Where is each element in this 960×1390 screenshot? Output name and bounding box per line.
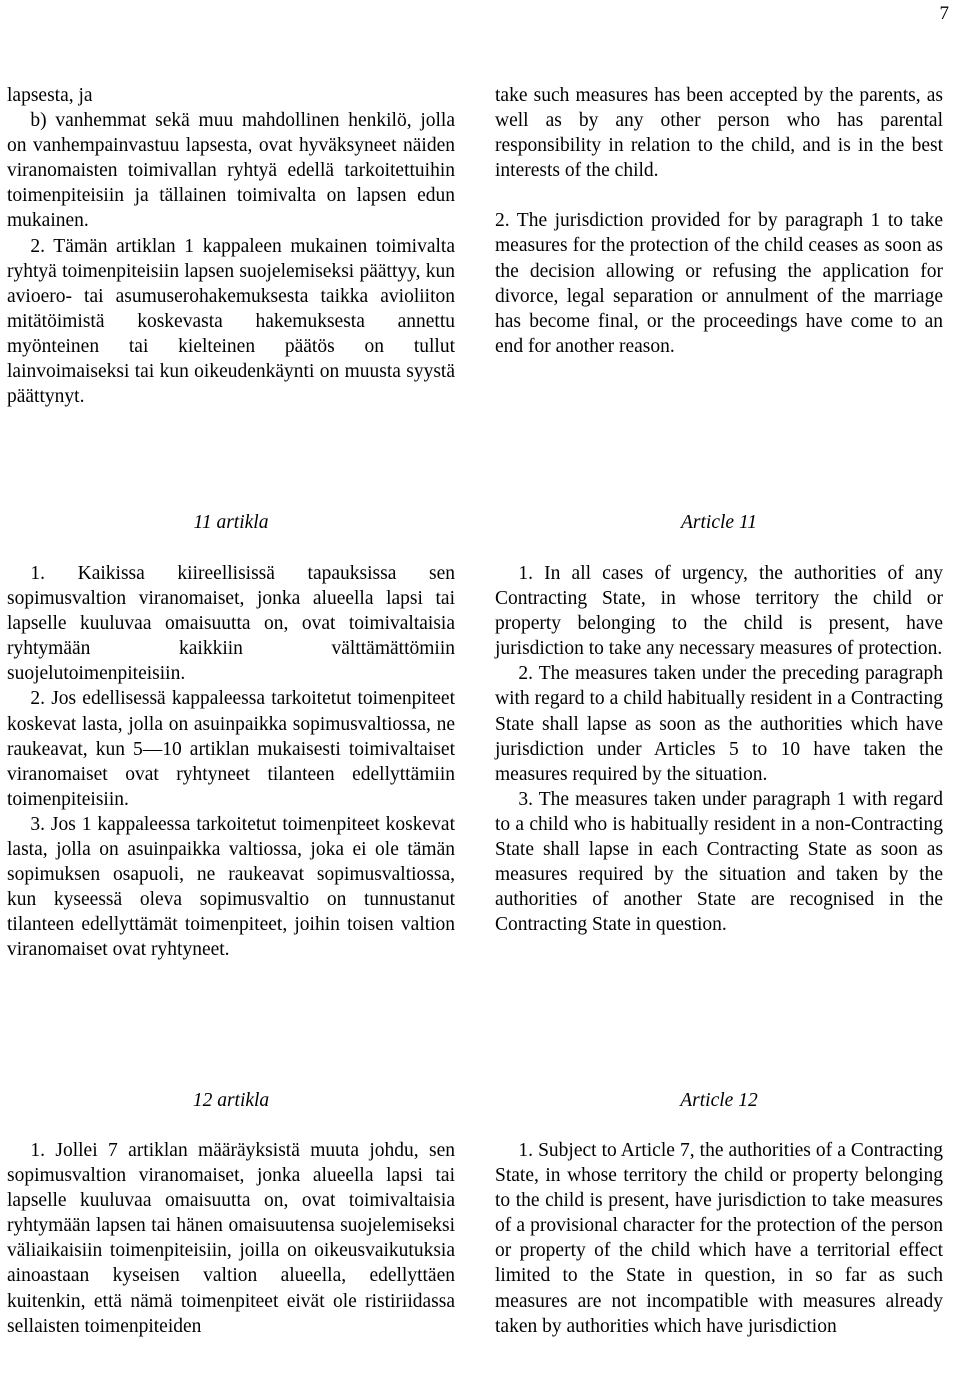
paragraph: 3. Jos 1 kappaleessa tarkoitetut toimenpiteet koskevat lasta, jolla on asuinpaikka valtiossa, joka ei ole tämän sopimuksen osapuoli, ne raukeavat sopimusvaltiossa, kun kyseessä oleva sopimusvaltio on tunnustanut tilanteen edellyttämät toimenpiteet, joihin toisen valtion viranomaiset ovat ryhtyneet. [7, 813, 455, 961]
article12-body-en [495, 1138, 943, 1339]
paragraph: 1. Subject to Article 7, the authorities of a Contracting State, in whose territory the child or property belonging to the child is present, have jurisdiction to take measures of a provisional character for the protection of the person or property of the child which have a territorial effect limited to the State in question, in so far as such measures are not incompatible with measures already taken by authorities which have jurisdiction [495, 1140, 943, 1337]
paragraph: 2. Tämän artiklan 1 kappaleen mukainen toimivalta ryhtyä toimenpiteisiin lapsen suojelemiseksi päättyy, kun avioero- tai asumuserohakemuksesta taikka avioliiton mitätöimistä koskevasta hakemuksesta annettu myönteinen tai kielteinen päätös on tullut lainvoimaiseksi tai kun oikeudenkäynti on muusta syystä päättynyt. [7, 235, 455, 408]
paragraph: 3. The measures taken under paragraph 1 with regard to a child who is habitually resident in a non-Contracting State shall lapse in each Contracting State as soon as measures required by the situation and taken by the authorities of another State are recognised in the Contracting State in question. [495, 788, 943, 936]
paragraph: lapsesta, ja [7, 85, 93, 106]
article12-heading-fi: 12 artikla [192, 1090, 270, 1111]
paragraph: 1. In all cases of urgency, the authorities of any Contracting State, in whose territory the child or property belonging to the child is present, have jurisdiction to take any necessary measures of protection. [495, 563, 943, 660]
article11-heading-fi: 11 artikla [193, 512, 269, 533]
article11-body-en [495, 561, 943, 937]
paragraph: 2. The measures taken under the preceding paragraph with regard to a child habitually resident in a Contracting State shall lapse as soon as the authorities which have jurisdiction under Articles 5 to 10 have taken the measures required by the situation. [495, 663, 943, 785]
article10-continuation-fi [7, 83, 455, 409]
paragraph: take such measures has been accepted by the parents, as well as by any other person who has parental responsibility in relation to the child, and is in the best interests of the child. [495, 85, 943, 182]
article11-heading-en: Article 11 [681, 512, 757, 533]
article12-heading-en: Article 12 [680, 1090, 758, 1111]
article11-body-fi [7, 561, 455, 963]
paragraph: 1. Kaikissa kiireellisissä tapauksissa sen sopimusvaltion viranomaiset, jonka alueella lapsi tai lapselle kuuluvaa omaisuutta on, ovat toimivaltaisia ryhtymään kaikkiin välttämättömiin suojelutoimenpiteisiin. [7, 563, 455, 685]
article12-body-fi [7, 1138, 455, 1339]
page-number: 7 [939, 3, 949, 24]
paragraph: 2. The jurisdiction provided for by paragraph 1 to take measures for the protection of the child ceases as soon as the decision allowing or refusing the application for divorce, legal separation or annulment of the marriage has become final, or the proceedings have come to an end for another reason. [495, 210, 943, 357]
article10-continuation-en [495, 83, 943, 359]
paragraph: 2. Jos edellisessä kappaleessa tarkoitetut toimenpiteet koskevat lasta, jolla on asuinpaikka sopimusvaltiossa, ne raukeavat, kun 5—10 artiklan mukaisesti toimivaltaiset viranomaiset ovat ryhtyneet tilanteen edellyttämiin toimenpiteisiin. [7, 688, 455, 810]
paragraph: 1. Jollei 7 artiklan määräyksistä muuta johdu, sen sopimusvaltion viranomaiset, jonka alueella lapsi tai lapselle kuuluvaa omaisuutta on, ovat toimivaltaisia ryhtymään lapsen tai hänen omaisuutensa suojelemiseksi väliaikaisiin toimenpiteisiin, joilla on oikeusvaikutuksia ainoastaan kyseisen valtion alueella, edellyttäen kuitenkin, että nämä toimenpiteet eivät ole ristiriidassa sellaisten toimenpiteiden [7, 1140, 455, 1337]
paragraph: b) vanhemmat sekä muu mahdollinen henkilö, jolla on vanhempainvastuu lapsesta, ovat hyväksyneet näiden viranomaisten toimivallan ryhtyä edellä tarkoitettuihin toimenpiteisiin ja tällainen toimivalta on lapsen edun mukainen. [7, 110, 455, 232]
